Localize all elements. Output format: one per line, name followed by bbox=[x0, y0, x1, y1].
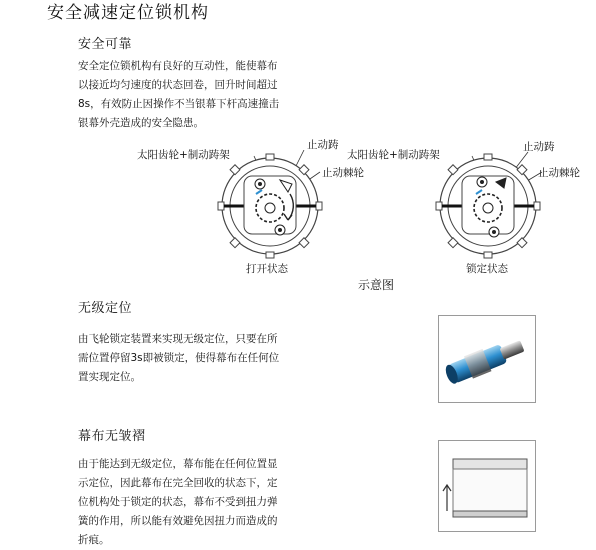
paragraph-line: 簧的作用，所以能有效避免因扭力而造成的 bbox=[78, 515, 278, 527]
label-stop-pawl-locked: 止动踌 bbox=[523, 141, 555, 153]
section-paragraph-stepless bbox=[78, 330, 279, 387]
caption-locked-state: 锁定状态 bbox=[466, 263, 508, 275]
label-stop-pawl-open: 止动踌 bbox=[307, 139, 339, 151]
section-heading-stepless: 无级定位 bbox=[78, 301, 133, 316]
flywheel-lock-photo bbox=[438, 315, 536, 403]
caption-open-state: 打开状态 bbox=[246, 263, 288, 275]
paragraph-line: 安全定位锁机构有良好的互动性，能使幕布 bbox=[78, 60, 278, 72]
label-ratchet-locked: 止动棘轮 bbox=[538, 167, 580, 179]
paragraph-line: 8s，有效防止因操作不当银幕下杆高速撞击 bbox=[78, 98, 280, 110]
label-sun-gear-open: 太阳齿轮+制动踌架 bbox=[137, 149, 230, 161]
section-paragraph-safe bbox=[78, 57, 279, 133]
figure-caption: 示意图 bbox=[358, 278, 395, 292]
mechanism-diagram-open bbox=[214, 150, 330, 260]
paragraph-line: 位机构处于锁定的状态，幕布不受到扭力弹 bbox=[78, 496, 278, 508]
paragraph-line: 银幕外壳造成的安全隐患。 bbox=[78, 117, 204, 129]
paragraph-line: 由于能达到无级定位，幕布能在任何位置显 bbox=[78, 458, 278, 470]
label-sun-gear-locked: 太阳齿轮+制动踌架 bbox=[347, 149, 440, 161]
paragraph-line: 由飞轮锁定装置来实现无级定位，只要在所 bbox=[78, 333, 278, 345]
paragraph-line: 折痕。 bbox=[78, 534, 110, 546]
page-title: 安全减速定位锁机构 bbox=[47, 3, 209, 23]
paragraph-line: 置实现定位。 bbox=[78, 371, 141, 383]
label-ratchet-open: 止动棘轮 bbox=[322, 167, 364, 179]
mechanism-diagram-locked bbox=[432, 150, 548, 260]
paragraph-line: 示定位，因此幕布在完全回收的状态下，定 bbox=[78, 477, 278, 489]
paragraph-line: 需位置停留3s即被锁定，使得幕布在任何位 bbox=[78, 352, 280, 364]
section-heading-no-wrinkle: 幕布无皱褶 bbox=[78, 429, 146, 444]
paragraph-line: 以接近均匀速度的状态回卷，回升时间超过 bbox=[78, 79, 278, 91]
section-paragraph-no-wrinkle bbox=[78, 455, 278, 550]
section-heading-safe: 安全可靠 bbox=[78, 37, 133, 52]
screen-fabric-photo bbox=[438, 440, 536, 532]
